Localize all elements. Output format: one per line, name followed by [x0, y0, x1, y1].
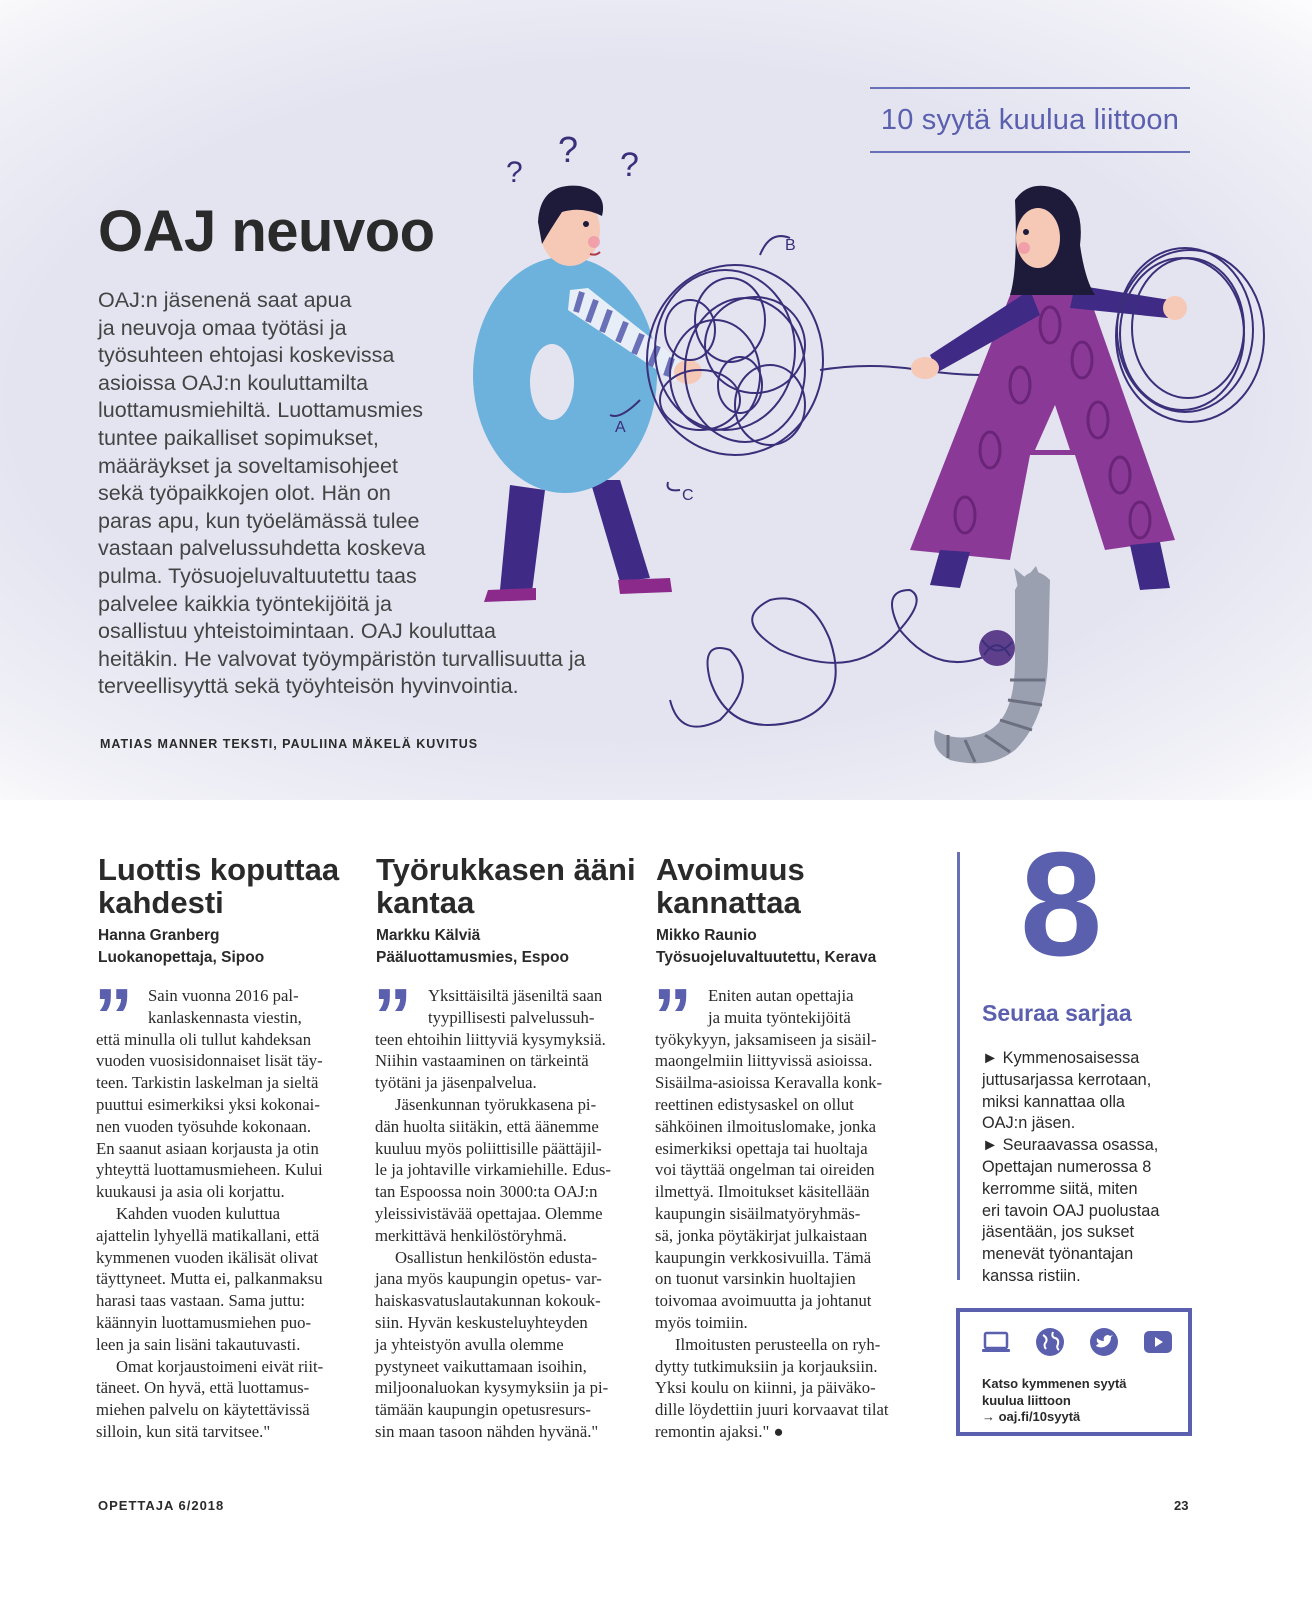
- lead-line: vastaan palvelussuhdetta koskeva: [98, 536, 426, 561]
- author-name: Mikko Raunio: [656, 927, 757, 944]
- body-line: miljoonaluokan kysymyksiin ja pi-: [375, 1378, 609, 1398]
- body-line: kuuluu myös poliittisille päättäjil-: [375, 1138, 602, 1158]
- body-line: Omat korjaustoimeni eivät riit-: [116, 1356, 324, 1376]
- social-link[interactable]: → oaj.fi/10syytä: [982, 1409, 1081, 1424]
- body-line: kaupungin verkkosivuilla. Tämä: [655, 1247, 872, 1267]
- cat-body: [934, 572, 1050, 763]
- lead-line: terveellisyyttä sekä työyhteisön hyvinvointia.: [98, 674, 519, 699]
- boy-leg: [500, 485, 545, 592]
- sidebar-line: Opettajan numerossa 8: [982, 1157, 1152, 1176]
- series-number: 8: [1020, 822, 1103, 987]
- body-line: yhteyttä luottamusmieheen. Kului: [96, 1160, 323, 1180]
- girl-leg: [1130, 542, 1170, 590]
- question-mark-icon: ?: [506, 156, 523, 189]
- body-line: Eniten autan opettajia: [708, 986, 854, 1005]
- body-line: nen vuoden työsuhde kokonaan.: [96, 1116, 312, 1136]
- body-line: silloin, kun sitä tarvitsee.": [96, 1421, 271, 1441]
- lead-line: heitäkin. He valvovat työympäristön turvallisuutta ja: [98, 646, 586, 671]
- body-line: myös toimiin.: [655, 1312, 748, 1332]
- body-line: työkykyyn, jaksamiseen ja sisäil-: [655, 1029, 877, 1049]
- letter-c-label: C: [682, 487, 694, 504]
- body-line: toivomaa avoimuutta ja johtanut: [655, 1291, 872, 1311]
- oaj-illustration: [470, 120, 1290, 780]
- lead-line: pulma. Työsuojeluvaltuutettu taas: [98, 563, 417, 588]
- sidebar-line: eri tavoin OAJ puolustaa: [982, 1201, 1160, 1220]
- letter-b-label: B: [785, 237, 796, 254]
- body-line: yleissivistävää opettajaa. Olemme: [375, 1203, 603, 1223]
- body-line: Jäsenkunnan työrukkasena pi-: [395, 1094, 597, 1114]
- author-role: Työsuojeluvaltuutettu, Kerava: [656, 949, 877, 966]
- globe-icon[interactable]: [1034, 1326, 1066, 1358]
- lead-line: sekä työpaikkojen olot. Hän on: [98, 481, 391, 506]
- body-line: kaupungin sisäilmatyöryhmäs-: [655, 1203, 861, 1223]
- lead-line: OAJ:n jäsenenä saat apua: [98, 288, 352, 312]
- article-body: [373, 972, 611, 1443]
- body-line: reettinen edistysaskel on ollut: [655, 1094, 854, 1114]
- body-line: voi täyttää ongelman tai oireiden: [655, 1160, 875, 1180]
- lead-line: määräykset ja soveltamisohjeet: [98, 453, 398, 478]
- body-line: puuttui esimerkiksi yksi kokonai-: [96, 1094, 320, 1114]
- lead-line: luottamusmiehiltä. Luottamusmies: [98, 398, 424, 423]
- body-line: kuukausi ja asia oli korjattu.: [96, 1182, 285, 1202]
- girl-eye: [1023, 229, 1029, 235]
- author-name: Hanna Granberg: [98, 927, 220, 944]
- body-line: siin. Hyvän keskusteluyhteyden: [375, 1312, 588, 1332]
- author-role: Luokanopettaja, Sipoo: [98, 949, 265, 966]
- social-links-box: [956, 1308, 1192, 1436]
- sidebar-divider: [957, 852, 960, 1280]
- body-line: vuoden vuosisidonnaiset lisät täy-: [96, 1051, 323, 1071]
- column-title: Luottis koputtaa kahdesti: [98, 852, 340, 920]
- lead-line: ja neuvoja omaa työtäsi ja: [98, 315, 347, 340]
- yarn-coil: [1116, 248, 1264, 422]
- author-role: Pääluottamusmies, Espoo: [376, 949, 569, 966]
- body-line: Ilmoitusten perusteella on ryh-: [675, 1334, 881, 1354]
- body-line: dille löydettiin juuri korvaavat tilat: [655, 1400, 889, 1420]
- body-line: Sisäilma-asioissa Keravalla konk-: [655, 1073, 883, 1093]
- sidebar-line: juttusarjassa kerrotaan,: [982, 1070, 1152, 1089]
- body-line: tämään kaupungin opetusresurs-: [375, 1400, 591, 1420]
- article-body: [653, 972, 889, 1443]
- body-line: miehen palvelu on käytettävissä: [96, 1400, 310, 1420]
- body-line: esimerkiksi opettaja tai huoltaja: [655, 1138, 868, 1158]
- article-column: [656, 853, 918, 969]
- quote-mark-icon: ”: [373, 972, 412, 1060]
- body-line: haiskasvatuslautakunnan kokouk-: [375, 1291, 601, 1311]
- body-line: merkittävä henkilöstöryhmä.: [375, 1225, 567, 1245]
- social-text: [982, 1376, 1127, 1426]
- sidebar-heading: Seuraa sarjaa: [982, 1000, 1132, 1026]
- body-line: leen ja sain lisäni takautuvasti.: [96, 1334, 301, 1354]
- body-line: Yksittäisiltä jäseniltä saan: [428, 986, 603, 1005]
- social-icons: [980, 1326, 1174, 1358]
- body-line: täyttyneet. Mutta ei, palkanmaksu: [96, 1269, 323, 1289]
- youtube-play-icon[interactable]: [1142, 1326, 1174, 1358]
- girl-leg: [930, 550, 970, 588]
- girl-hand: [1163, 296, 1187, 320]
- column-author: [656, 925, 918, 969]
- column-title: Avoimuus kannattaa: [656, 852, 805, 920]
- body-line: ja yhteistyön avulla olemme: [375, 1334, 564, 1354]
- body-line: sin maan tasoon nähden hyvänä.": [375, 1421, 599, 1441]
- body-line: ajattelin lyhyellä matikallani, että: [96, 1225, 320, 1245]
- twitter-bird-icon[interactable]: [1088, 1326, 1120, 1358]
- body-line: ilmettyä. Ilmoitukset käsitellään: [655, 1182, 870, 1202]
- boy-cheek: [588, 236, 600, 248]
- sidebar-line: ► Seuraavassa osassa,: [982, 1136, 1159, 1155]
- lead-line: asioissa OAJ:n kouluttamilta: [98, 370, 369, 395]
- sidebar-line: miksi kannattaa olla: [982, 1092, 1125, 1111]
- body-line: työtäni ja jäsenpalvelua.: [375, 1073, 537, 1093]
- body-line: Niihin vastaaminen on tärkeintä: [375, 1051, 589, 1071]
- boy-shoe: [618, 578, 672, 594]
- body-line: jana myös kaupungin opetus- var-: [375, 1269, 602, 1289]
- letter-a-label: A: [615, 419, 626, 436]
- sidebar-body: [982, 1048, 1159, 1288]
- body-line: dän huolta siitäkin, että äänemme: [375, 1116, 599, 1136]
- boy-leg: [590, 480, 650, 582]
- quote-mark-icon: ”: [94, 972, 133, 1060]
- letter-o-hole: [530, 344, 574, 420]
- question-mark-icon: ?: [558, 129, 579, 170]
- sidebar-line: jäsentään, jos sukset: [982, 1223, 1135, 1242]
- girl-cheek: [1018, 242, 1030, 254]
- page-number: 23: [1174, 1498, 1189, 1513]
- body-line: pystyneet vaikuttamaan isoihin,: [375, 1356, 587, 1376]
- body-line: käännyin luottamusmiehen puo-: [96, 1312, 312, 1332]
- body-line: remontin ajaksi." ●: [655, 1421, 784, 1441]
- body-line: kanlaskennasta viestin,: [148, 1007, 302, 1027]
- lead-line: työsuhteen ehtojasi koskevissa: [98, 343, 395, 368]
- body-line: kymmenen vuoden ikälisät olivat: [96, 1247, 318, 1267]
- body-line: sähköinen ilmoituslomake, jonka: [655, 1116, 877, 1136]
- page-title: OAJ neuvoo: [98, 199, 435, 264]
- series-label: 10 syytä kuulua liittoon: [880, 103, 1180, 136]
- sidebar-line: kerromme siitä, miten: [982, 1179, 1138, 1198]
- body-line: ja muita työntekijöitä: [708, 1007, 851, 1027]
- body-line: on tuonut varsinkin huoltajien: [655, 1269, 856, 1289]
- boy-eye: [583, 221, 589, 227]
- lead-line: palvelee kaikkia työntekijöitä ja: [98, 591, 392, 616]
- credit-line: MATIAS MANNER TEKSTI, PAULIINA MÄKELÄ KUVITUS: [100, 737, 479, 751]
- body-line: Yksi koulu on kiinni, ja päiväko-: [655, 1378, 876, 1398]
- yarn-squiggle: [670, 590, 995, 727]
- body-line: Osallistun henkilöstön edusta-: [395, 1247, 598, 1267]
- body-line: harasi taas vastaan. Sama juttu:: [96, 1291, 305, 1311]
- body-line: dytty tutkimuksiin ja korjauksiin.: [655, 1356, 878, 1376]
- body-line: maongelmiin liittyvissä asioissa.: [655, 1051, 873, 1071]
- lead-line: tuntee paikalliset sopimukset,: [98, 425, 379, 450]
- column-author: [98, 925, 360, 969]
- yarn-ball: [979, 630, 1015, 666]
- article-column: [98, 853, 360, 969]
- column-author: [376, 925, 638, 969]
- social-line: Katso kymmenen syytä: [982, 1376, 1127, 1391]
- body-line: tan Espoossa noin 3000:ta OAJ:n: [375, 1182, 598, 1202]
- sidebar-line: menevät työnantajan: [982, 1245, 1134, 1264]
- article-column: [376, 853, 638, 969]
- body-line: En saanut asiaan korjausta ja otin: [96, 1138, 319, 1158]
- quote-mark-icon: ”: [653, 972, 692, 1060]
- social-line: kuulua liittoon: [982, 1392, 1071, 1408]
- sidebar-line: kanssa ristiin.: [982, 1266, 1081, 1285]
- article-body: [94, 972, 324, 1443]
- girl-face: [1016, 208, 1060, 268]
- body-line: le ja johtaville virkamiehille. Edus-: [375, 1160, 611, 1180]
- question-mark-icon: ?: [620, 146, 639, 184]
- body-line: teen ehtoihin liittyviä kysymyksiä.: [375, 1029, 606, 1049]
- body-line: sä, jonka pöytäkirjat julkaistaan: [655, 1225, 868, 1245]
- body-line: Kahden vuoden kuluttua: [116, 1203, 281, 1223]
- column-title: Työrukkasen ääni kantaa: [376, 852, 636, 920]
- sidebar-line: OAJ:n jäsen.: [982, 1114, 1076, 1133]
- body-line: täneet. On hyvä, että luottamus-: [96, 1378, 310, 1398]
- sidebar-line: ► Kymmenosaisessa: [982, 1049, 1140, 1067]
- publication-info: OPETTAJA 6/2018: [98, 1498, 225, 1513]
- boy-shoe: [484, 588, 536, 602]
- body-line: että minulla oli tullut kahdeksan: [96, 1029, 312, 1049]
- author-name: Markku Kälviä: [376, 927, 481, 944]
- girl-hand: [911, 357, 939, 379]
- lead-line: osallistuu yhteistoimintaan. OAJ kouluttaa: [98, 619, 496, 644]
- body-line: tyypillisesti palvelussuh-: [428, 1007, 595, 1027]
- laptop-icon[interactable]: [980, 1326, 1012, 1358]
- body-line: teen. Tarkistin laskelman ja sieltä: [96, 1073, 319, 1093]
- body-line: Sain vuonna 2016 pal-: [148, 986, 299, 1005]
- lead-line: paras apu, kun työelämässä tulee: [98, 508, 420, 533]
